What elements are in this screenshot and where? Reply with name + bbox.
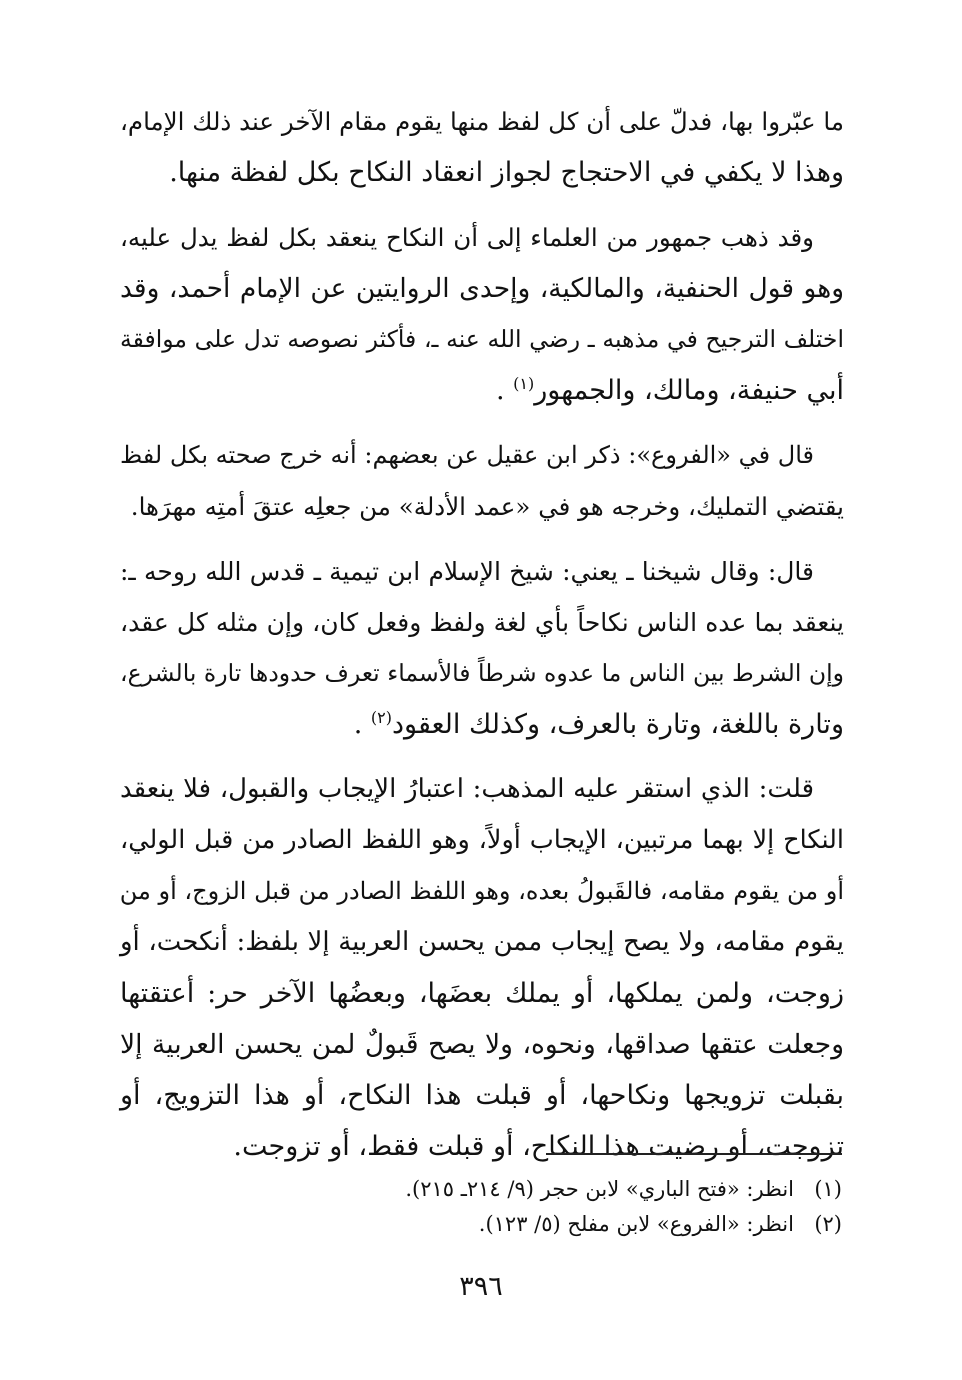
text-line: قال: وقال شيخنا ـ يعني: شيخ الإسلام ابن تيمية ـ قدس الله روحه ـ: xyxy=(120,557,814,586)
footnote-number: (١) xyxy=(814,1177,842,1201)
text-line: يقوم مقامه، ولا يصح إيجاب ممن يحسن العربية إلا بلفظ: أنكحت، أو xyxy=(120,927,845,957)
footnote-text: انظر: «فتح الباري» لابن حجر (٩/ ٢١٤ـ ٢١٥). xyxy=(405,1177,794,1201)
text-fragment: وتارة باللغة، وتارة بالعرف، وكذلك العقود xyxy=(392,709,844,740)
paragraph-4 xyxy=(120,546,844,750)
text-line: بقبلت تزويجها ونكاحها، أو قبلت هذا النكاح، أو هذا التزويج، أو xyxy=(120,1080,844,1111)
text-line: وقد ذهب جمهور من العلماء إلى أن النكاح ينعقد بكل لفظ يدل عليه، xyxy=(120,223,814,252)
footnote-reference: (٢) xyxy=(370,708,392,727)
text-line: وهذا لا يكفي في الاحتجاج لجواز انعقاد النكاح بكل لفظة منها. xyxy=(169,157,844,188)
text-line: قال في «الفروع»: ذكر ابن عقيل عن بعضهم: أنه خرج صحته بكل لفظ xyxy=(120,441,814,469)
text-line: وجعلت عتقها صداقها، ونحوه، ولا يصح قَبولٌ لمن يحسن العربية إلا xyxy=(120,1029,844,1060)
text-line-with-footnote: أبي حنيفة، ومالك، والجمهور$^{(١)}$ . xyxy=(495,374,844,406)
text-line: ينعقد بما عده الناس نكاحاً بأي لغة ولفظ وفعل كان، وإن مثله كل عقد، xyxy=(120,608,844,637)
text-line: النكاح إلا بهما مرتبين، الإيجاب أولاً، وهو اللفظ الصادر من قبل الولي، xyxy=(120,825,844,855)
paragraph-3 xyxy=(120,430,844,532)
text-line: اختلف الترجيح في مذهبه ـ رضي الله عنه ـ، فأكثر نصوصه تدل على موافقة xyxy=(120,325,844,353)
text-line: يقتضي التمليك، وخرجه هو في «عمد الأدلة» من جعلِه عتقَ أمتِه مهرَها. xyxy=(130,492,844,521)
text-line: وإن الشرط بين الناس ما عدوه شرطاً فالأسماء تعرف حدودها تارة بالشرع، xyxy=(120,659,844,687)
paragraph-2 xyxy=(120,212,844,416)
footnote-separator xyxy=(546,1153,842,1155)
footnote-text: انظر: «الفروع» لابن مفلح (٥/ ١٢٣). xyxy=(478,1212,794,1236)
paragraph-5 xyxy=(120,764,844,1172)
text-fragment: أبي حنيفة، ومالك، والجمهور xyxy=(534,375,844,406)
footnotes xyxy=(118,1172,842,1242)
page-number: ٣٩٦ xyxy=(459,1271,503,1302)
paragraph-1 xyxy=(120,96,844,198)
footnote-number: (٢) xyxy=(814,1212,842,1236)
footnote-reference: (١) xyxy=(513,374,535,393)
text-line: أو من يقوم مقامه، فالقَبولُ بعده، وهو اللفظ الصادر من قبل الزوج، أو من xyxy=(119,877,844,905)
footnote-1 xyxy=(118,1172,842,1207)
footnote-2 xyxy=(118,1207,842,1242)
text-line-with-footnote: وتارة باللغة، وتارة بالعرف، وكذلك العقود$^{(٢)}$ . xyxy=(353,708,844,740)
text-line: قلت: الذي استقر عليه المذهب: اعتبارُ الإيجاب والقبول، فلا ينعقد xyxy=(120,774,814,804)
text-line: ما عبّروا بها، فدلّ على أن كل لفظ منها يقوم مقام الآخر عند ذلك الإمام، xyxy=(120,107,844,136)
page-body xyxy=(120,96,844,1186)
text-line: وهو قول الحنفية، والمالكية، وإحدى الروايتين عن الإمام أحمد، وقد xyxy=(120,273,844,304)
text-line: زوجت، ولمن يملكها، أو يملك بعضَها، وبعضُها الآخر حر: أعتقتها xyxy=(120,978,844,1009)
text-line: تزوجت، أو رضيت هذا النكاح، أو قبلت فقط، أو تزوجت. xyxy=(233,1131,844,1162)
